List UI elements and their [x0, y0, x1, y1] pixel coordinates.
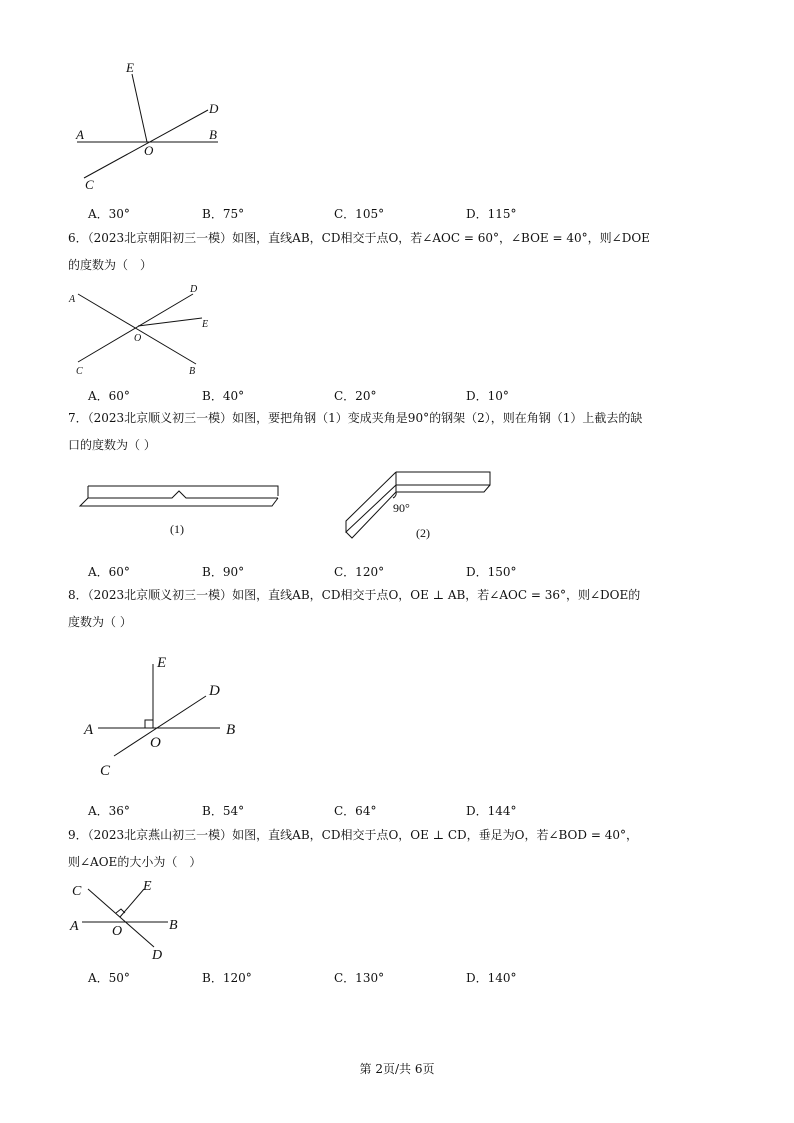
q9-label-d: D: [152, 948, 163, 963]
q5-label-c: C: [85, 177, 94, 192]
q8-stem-line2: 度数为（ ）: [68, 615, 132, 629]
q5-label-d: D: [209, 101, 219, 116]
q7-caption-1: (1): [170, 522, 184, 536]
q8-choice-a[interactable]: A．36°: [88, 804, 130, 818]
q9-figure: [66, 875, 196, 965]
q7-frame-horizontal: [396, 472, 490, 485]
q6-label-b: B: [189, 366, 196, 377]
q9-label-o: O: [112, 924, 123, 939]
q6-stem-line1: 6．（2023北京朝阳初三一模）如图，直线AB，CD相交于点O，若∠AOC = 60°，∠BOE = 40°，则∠DOE: [68, 231, 650, 245]
q6-figure: [66, 280, 226, 380]
q9-choice-d[interactable]: D．140°: [466, 971, 517, 985]
q7-frame-horizontal-depth: [396, 485, 490, 492]
q8-label-o: O: [150, 735, 161, 751]
q6-choices: [88, 387, 648, 403]
q9-choice-a[interactable]: A．50°: [88, 971, 130, 985]
q6-label-d: D: [190, 284, 198, 295]
q9-choice-c[interactable]: C．130°: [334, 971, 385, 985]
q6-label-c: C: [76, 366, 83, 377]
q7-stem-line2: 口的度数为（ ）: [68, 438, 156, 452]
q6-ray-oe: [138, 318, 202, 326]
q6-choice-b[interactable]: B．40°: [202, 389, 245, 403]
q8-label-a: A: [84, 722, 94, 738]
q7-choice-b[interactable]: B．90°: [202, 565, 245, 579]
q6-label-o: O: [134, 333, 142, 344]
q6-stem-line2: 的度数为（ ）: [68, 258, 153, 272]
q7-frame-diagonal-depth: [346, 492, 396, 538]
q8-choice-c[interactable]: C．64°: [334, 804, 377, 818]
q9-choice-b[interactable]: B．120°: [202, 971, 252, 985]
q7-choice-a[interactable]: A．60°: [88, 565, 130, 579]
q8-figure: [78, 650, 248, 785]
q6-choice-c[interactable]: C．20°: [334, 389, 377, 403]
q9-question: [68, 822, 728, 876]
q6-question: [68, 225, 728, 279]
q9-label-e: E: [143, 879, 152, 894]
page-footer: 第 2页/共 6页: [359, 1062, 435, 1076]
q5-label-b: B: [209, 127, 217, 142]
q5-label-a: A: [76, 127, 84, 142]
q7-figure-2: [338, 465, 508, 550]
q9-stem-line2: 则∠AOE的大小为（ ）: [68, 855, 202, 869]
q5-choice-c[interactable]: C．105°: [334, 207, 385, 221]
q9-label-b: B: [169, 918, 178, 933]
q5-figure: [68, 58, 238, 198]
q7-choice-c[interactable]: C．120°: [334, 565, 385, 579]
q8-label-e: E: [157, 655, 167, 671]
q6-label-e: E: [202, 319, 209, 330]
q9-choices: [88, 969, 648, 985]
q8-label-d: D: [209, 683, 220, 699]
q7-choices: [88, 563, 648, 579]
q7-angle-label: 90°: [393, 501, 410, 515]
q7-steel-base: [80, 498, 278, 506]
q5-label-o: O: [144, 143, 154, 158]
q5-choice-b[interactable]: B．75°: [202, 207, 245, 221]
q6-line-ab: [78, 294, 196, 364]
q8-choices: [88, 802, 648, 818]
q7-choice-d[interactable]: D．150°: [466, 565, 517, 579]
q6-choice-d[interactable]: D．10°: [466, 389, 509, 403]
q7-question: [68, 405, 728, 459]
q8-stem-line1: 8．（2023北京顺义初三一模）如图，直线AB，CD相交于点O，OE ⊥ AB，若∠AOC = 36°，则∠DOE的: [68, 588, 641, 602]
q7-steel-notch: [88, 491, 278, 498]
q5-choices: [88, 205, 648, 221]
q7-figure-1: [76, 478, 286, 548]
q8-label-b: B: [226, 722, 236, 738]
q8-label-c: C: [100, 763, 111, 779]
q8-choice-d[interactable]: D．144°: [466, 804, 517, 818]
q9-ray-oe: [120, 889, 144, 917]
q8-question: [68, 582, 728, 636]
q6-choice-a[interactable]: A．60°: [88, 389, 130, 403]
q6-label-a: A: [69, 294, 76, 305]
q8-choice-b[interactable]: B．54°: [202, 804, 245, 818]
q9-label-a: A: [70, 919, 79, 934]
q9-stem-line1: 9．（2023北京燕山初三一模）如图，直线AB，CD相交于点O，OE ⊥ CD，垂足为O，若∠BOD = 40°，: [68, 828, 638, 842]
q5-ray-oe: [132, 74, 147, 142]
q8-right-angle-mark: [145, 720, 153, 728]
q5-choice-a[interactable]: A．30°: [88, 207, 130, 221]
q9-label-c: C: [72, 884, 82, 899]
q7-caption-2: (2): [416, 526, 430, 540]
q7-stem-line1: 7．（2023北京顺义初三一模）如图，要把角钢（1）变成夹角是90°的钢架（2），则在角钢（1）上截去的缺: [68, 411, 643, 425]
q5-choice-d[interactable]: D．115°: [466, 207, 517, 221]
q5-label-e: E: [126, 60, 134, 75]
q7-frame-diagonal: [346, 472, 396, 532]
